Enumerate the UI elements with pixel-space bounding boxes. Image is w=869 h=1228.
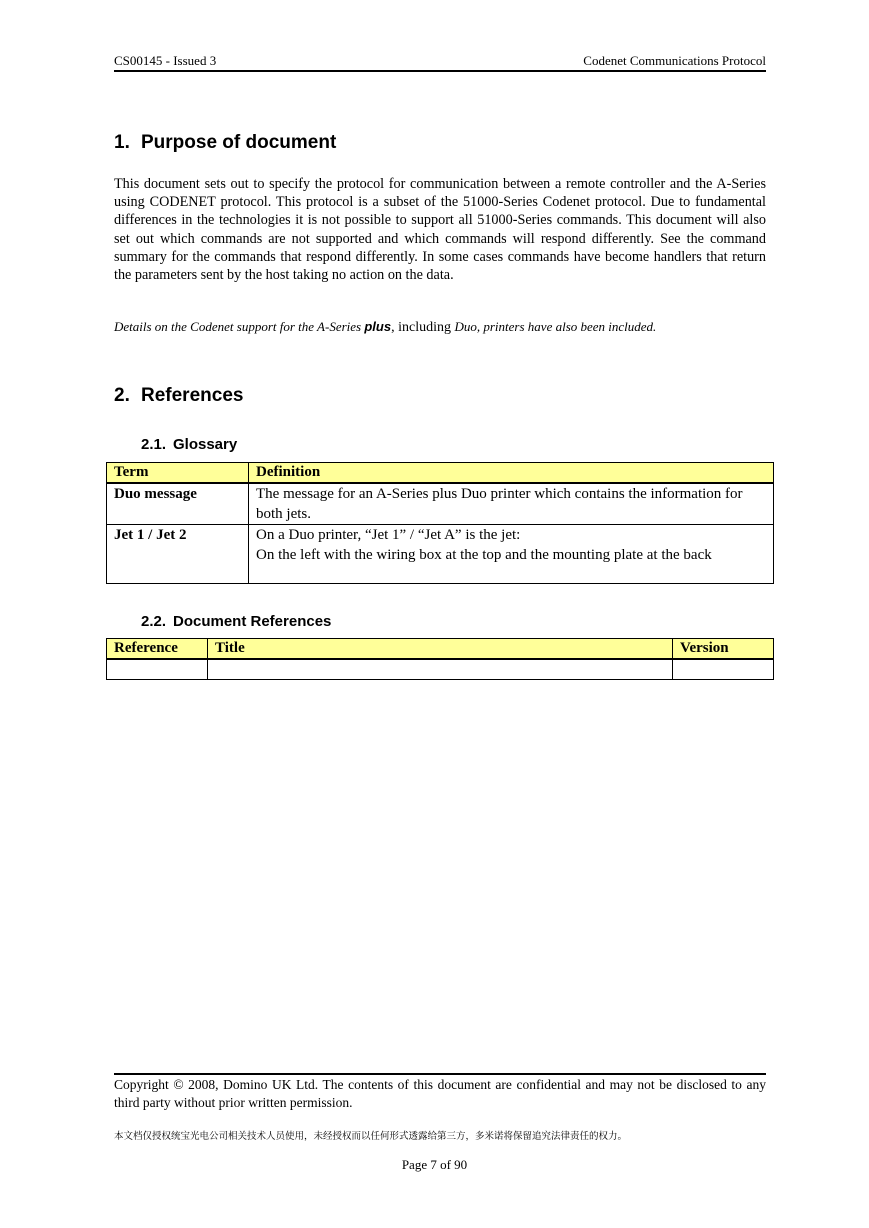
- section-2-title: References: [141, 385, 244, 406]
- doc-references-header-row: [107, 639, 774, 660]
- purpose-paragraph: This document sets out to specify the protocol for communication between a remote controller and the A-Series using CODENET protocol. This protocol is a subset of the 51000-Series Codenet protocol. Due to fundamental differences in the technologies it is not possible to support all 51000-Series commands. This document will also set out which commands are not supported and which commands will respond differently. See the command summary for the commands that respond differently. In some cases commands have become handlers that return the parameters sent by the host taking no action on the data.: [114, 176, 766, 284]
- chinese-notice: 本文档仅授权统宝光电公司相关技术人员使用，未经授权而以任何形式透露给第三方，多米诺将保留追究法律责任的权力。: [114, 1132, 628, 1142]
- glossary-header-term: Term: [107, 463, 249, 484]
- plus-support-note: [114, 319, 656, 336]
- empty-cell: [107, 659, 208, 680]
- table-row: [107, 483, 774, 525]
- empty-cell: [673, 659, 774, 680]
- table-row: [107, 525, 774, 584]
- glossary-heading: [141, 436, 237, 453]
- plus-logo-text: plus: [364, 319, 392, 334]
- page-header: [114, 52, 766, 72]
- glossary-table: [106, 462, 774, 584]
- definition-line: On a Duo printer, “Jet 1” / “Jet A” is the jet:: [256, 527, 521, 543]
- footer-divider: [114, 1073, 766, 1075]
- empty-cell: [208, 659, 673, 680]
- note-part-3: Duo, printers have also been included.: [454, 319, 657, 334]
- copyright-notice: Copyright © 2008, Domino UK Ltd. The contents of this document are confidential and may not be disclosed to any third party without prior written permission.: [114, 1077, 766, 1110]
- glossary-title: Glossary: [173, 436, 238, 453]
- note-part-1: Details on the Codenet support for the A-Series: [114, 319, 365, 334]
- document-title: Codenet Communications Protocol: [583, 53, 766, 68]
- glossary-header-definition: Definition: [249, 463, 774, 484]
- header-version: Version: [673, 639, 774, 660]
- doc-references-table: [106, 638, 774, 680]
- glossary-term: Duo message: [107, 483, 249, 525]
- page-number: Page 7 of 90: [401, 1157, 468, 1172]
- section-1-number: 1.: [114, 132, 130, 153]
- note-part-2: , including: [391, 320, 455, 335]
- glossary-term: Jet 1 / Jet 2: [107, 525, 249, 584]
- section-2-number: 2.: [114, 385, 130, 406]
- section-1-heading: [114, 132, 336, 154]
- definition-line: On the left with the wiring box at the top and the mounting plate at the back: [256, 547, 712, 563]
- doc-references-heading: [141, 613, 331, 630]
- header-reference: Reference: [107, 639, 208, 660]
- document-id: CS00145 - Issued 3: [114, 53, 217, 68]
- section-1-title: Purpose of document: [141, 132, 337, 153]
- table-row: [107, 659, 774, 680]
- header-title: Title: [208, 639, 673, 660]
- glossary-header-row: [107, 463, 774, 484]
- glossary-definition: [249, 525, 774, 584]
- section-2-heading: [114, 385, 243, 407]
- doc-references-title: Document References: [173, 613, 332, 630]
- glossary-number: 2.1.: [141, 436, 167, 453]
- doc-references-number: 2.2.: [141, 613, 167, 630]
- glossary-definition: The message for an A-Series plus Duo printer which contains the information for both jets.: [249, 483, 774, 525]
